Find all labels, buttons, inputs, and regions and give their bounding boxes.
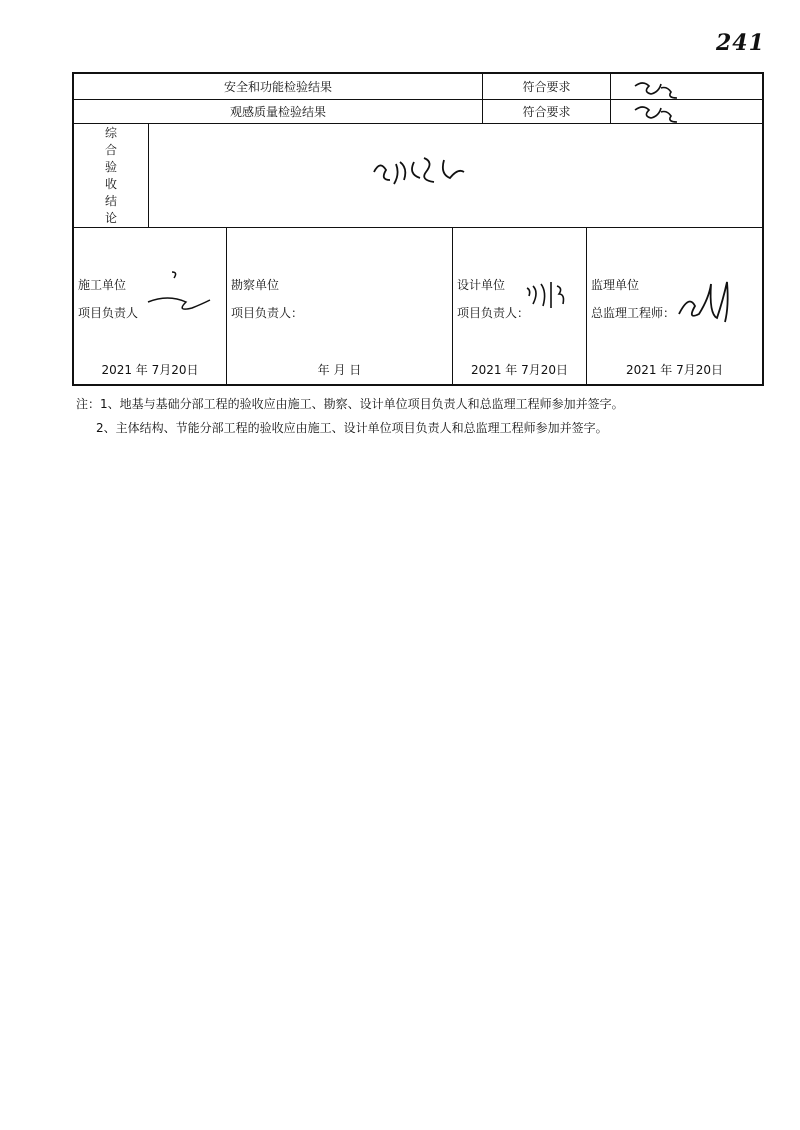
row-signature <box>610 74 762 99</box>
row-signature <box>610 100 762 123</box>
acceptance-table <box>72 72 764 386</box>
page-number: 241 <box>716 30 765 56</box>
handwritten-signature-icon <box>673 268 743 328</box>
unit-name: 监理单位 <box>591 278 640 292</box>
unit-role: 项目负责人： <box>231 306 304 320</box>
handwritten-signature-icon <box>631 76 681 98</box>
note-1: 注：1、地基与基础分部工程的验收应由施工、勘察、设计单位项目负责人和总监理工程师参加并签字。 <box>76 397 624 411</box>
label-char: 合 <box>104 142 117 157</box>
unit-name: 施工单位 <box>78 278 127 292</box>
unit-date: 2021 年 7月20日 <box>625 363 724 377</box>
unit-date: 2021 年 7月20日 <box>101 363 199 377</box>
label-char: 论 <box>104 210 117 225</box>
unit-cell <box>74 228 226 386</box>
conclusion-row <box>74 124 762 228</box>
unit-cell <box>452 228 586 386</box>
note-2: 2、主体结构、节能分部工程的验收应由施工、设计单位项目负责人和总监理工程师参加并签字。 <box>96 421 608 435</box>
unit-role: 项目负责人 <box>78 306 139 320</box>
unit-name: 设计单位 <box>457 278 506 292</box>
conclusion-content <box>148 124 762 227</box>
conclusion-label <box>74 124 149 227</box>
row-status: 符合要求 <box>482 74 610 99</box>
row-label: 观感质量检验结果 <box>229 105 326 119</box>
row-status: 符合要求 <box>482 100 610 123</box>
handwritten-signature-icon <box>144 264 214 314</box>
handwritten-signature-icon <box>523 280 579 320</box>
label-char: 综 <box>104 125 117 140</box>
table-row <box>74 100 762 124</box>
label-char: 验 <box>104 159 117 174</box>
unit-date: 2021 年 7月20日 <box>470 363 569 377</box>
handwritten-signature-icon <box>631 102 681 122</box>
handwritten-conclusion-icon <box>370 152 480 188</box>
unit-cell <box>586 228 762 386</box>
unit-name: 勘察单位 <box>231 278 280 292</box>
table-row <box>74 74 762 100</box>
label-char: 结 <box>104 193 117 208</box>
unit-cell <box>226 228 452 386</box>
unit-role: 总监理工程师： <box>591 306 676 320</box>
row-label: 安全和功能检验结果 <box>223 80 332 94</box>
notes <box>76 392 624 440</box>
signature-row <box>74 228 762 386</box>
unit-role: 项目负责人： <box>457 306 530 320</box>
unit-date: 年 月 日 <box>317 363 362 377</box>
label-char: 收 <box>104 176 117 191</box>
